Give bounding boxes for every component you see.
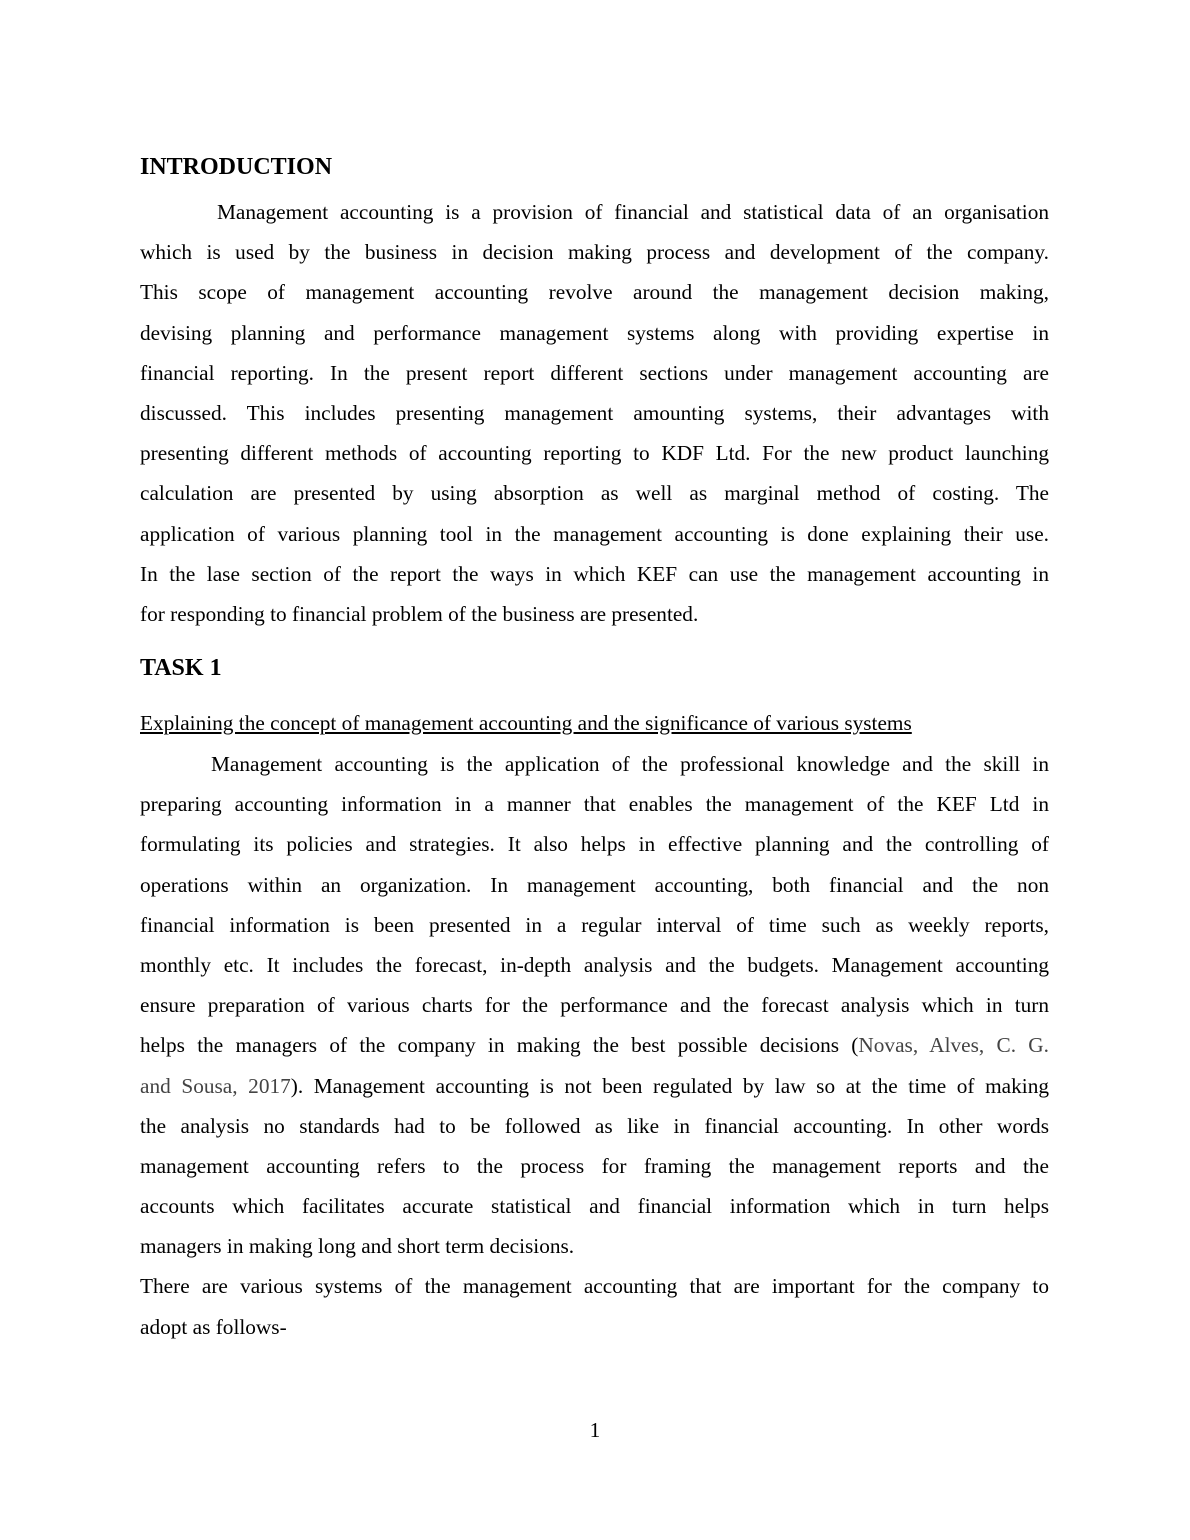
- text-line: ensure preparation of various charts for the performance and the forecast analysis which in turn: [140, 993, 1049, 1018]
- text-line: managers in making long and short term decisions.: [140, 1234, 575, 1259]
- text-line: In the lase section of the report the ways in which KEF can use the management accounting in: [140, 561, 1049, 586]
- text: ). Management accounting is not been regulated by law so at the time of making: [290, 1073, 1049, 1098]
- text-line: management accounting refers to the process for framing the management reports and the: [140, 1153, 1049, 1178]
- introduction-heading: INTRODUCTION: [140, 154, 333, 180]
- text-line: accounts which facilitates accurate statistical and financial information which in turn helps: [140, 1194, 1049, 1219]
- text-line: This scope of management accounting revolve around the management decision making,: [140, 280, 1049, 305]
- text-line: There are various systems of the management accounting that are important for the company to: [140, 1274, 1049, 1299]
- text-line: discussed. This includes presenting management amounting systems, their advantages with: [140, 400, 1049, 425]
- text-line: Management accounting is a provision of financial and statistical data of an organisation: [217, 200, 1049, 224]
- introduction-paragraph: [140, 192, 1049, 634]
- text-line: for responding to financial problem of the business are presented.: [140, 601, 699, 626]
- text-line: which is used by the business in decision making process and development of the company.: [140, 240, 1049, 265]
- text-line: application of various planning tool in the management accounting is done explaining their use.: [140, 521, 1049, 546]
- text-line: operations within an organization. In management accounting, both financial and the non: [140, 872, 1049, 897]
- page-number: 1: [589, 1418, 601, 1442]
- text-line: monthly etc. It includes the forecast, in-depth analysis and the budgets. Management accounting: [140, 952, 1049, 977]
- citation: Novas, Alves, C. G.: [858, 1033, 1049, 1058]
- citation: and Sousa, 2017: [140, 1073, 291, 1098]
- text-line: Management accounting is the application of the professional knowledge and the skill in: [211, 752, 1049, 776]
- task1-heading: TASK 1: [140, 655, 222, 681]
- task1-subheading: Explaining the concept of management accounting and the significance of various systems: [140, 711, 912, 735]
- text-line: financial information is been presented in a regular interval of time such as weekly reports,: [140, 912, 1049, 937]
- task1-paragraph: [140, 744, 1049, 1347]
- text-line: presenting different methods of accounting reporting to KDF Ltd. For the new product launching: [140, 441, 1049, 466]
- text-line: devising planning and performance management systems along with providing expertise in: [140, 320, 1049, 345]
- text-line: calculation are presented by using absorption as well as marginal method of costing. The: [140, 481, 1049, 506]
- text-line-citation: [140, 1066, 1049, 1106]
- text-line: financial reporting. In the present report different sections under management accounting are: [140, 360, 1049, 385]
- text-line: the analysis no standards had to be followed as like in financial accounting. In other words: [140, 1113, 1049, 1138]
- text: helps the managers of the company in making the best possible decisions (: [140, 1033, 859, 1058]
- text-line: formulating its policies and strategies. It also helps in effective planning and the controlling of: [140, 832, 1049, 857]
- text-line: adopt as follows-: [140, 1314, 287, 1339]
- text-line-citation: [140, 1025, 1049, 1065]
- text-line: preparing accounting information in a manner that enables the management of the KEF Ltd in: [140, 792, 1049, 817]
